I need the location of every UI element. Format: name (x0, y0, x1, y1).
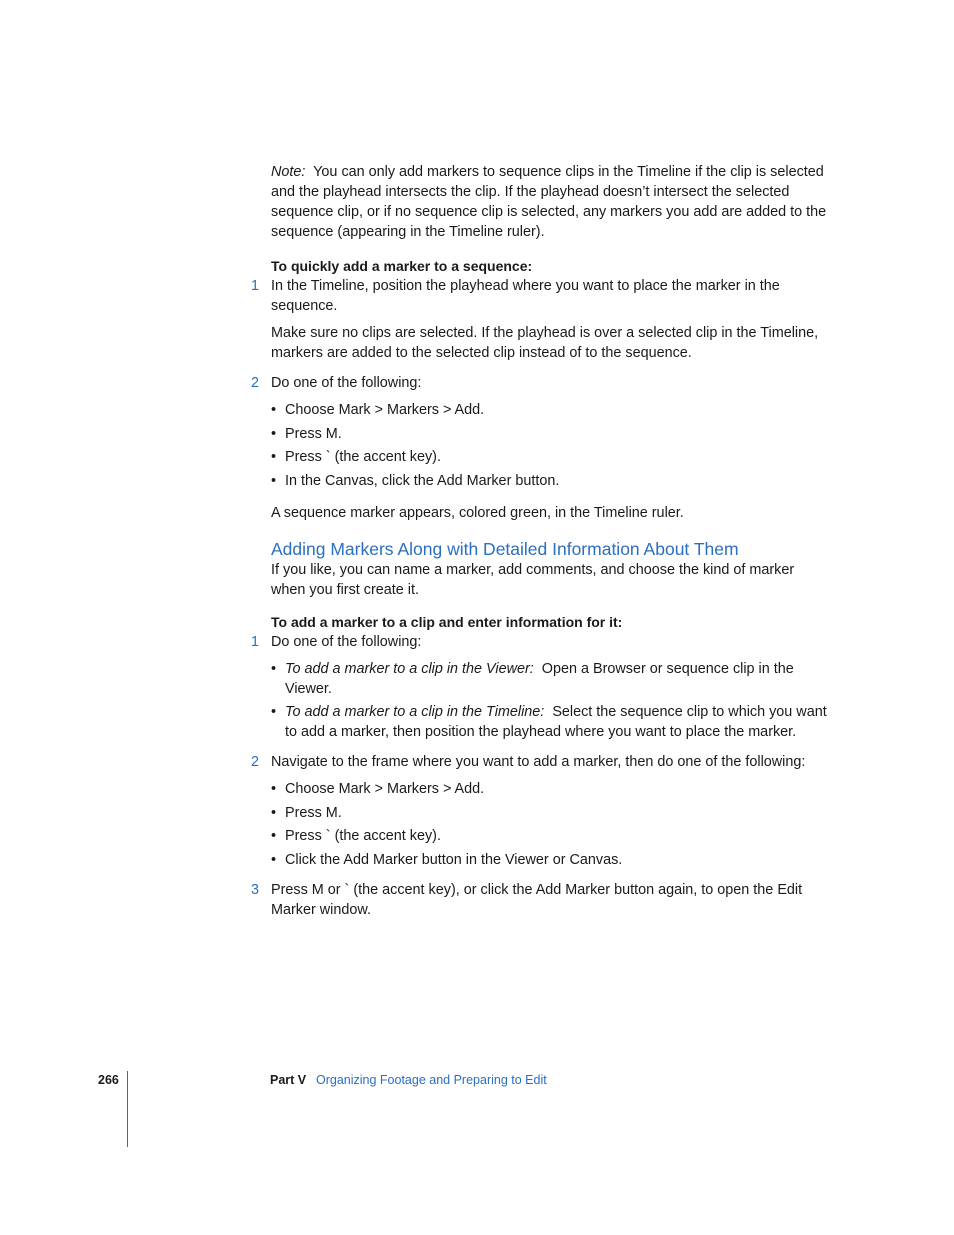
task-heading-quick-add: To quickly add a marker to a sequence: (271, 258, 533, 274)
section-intro: If you like, you can name a marker, add comments, and choose the kind of marker when you first create it. (271, 561, 795, 598)
list-item: • Press ` (the accent key). (271, 828, 441, 844)
step-number: 2 (251, 754, 260, 770)
list-item: • In the Canvas, click the Add Marker button. (271, 472, 560, 489)
task1-step-1 (251, 276, 831, 363)
step-text: Navigate to the frame where you want to add a marker, then do one of the following: (271, 754, 806, 770)
list-item: • To add a marker to a clip in the Viewer: Open a Browser or sequence clip in the Viewer. (271, 660, 794, 697)
task2-step-3 (251, 880, 831, 920)
list-item: • Choose Mark > Markers > Add. (271, 781, 485, 797)
part-label: Part V (270, 1073, 307, 1087)
list-item: • Choose Mark > Markers > Add. (271, 402, 485, 418)
main-content (251, 162, 831, 920)
page-number: 266 (98, 1073, 119, 1087)
task1-step-2 (251, 373, 831, 491)
footer-divider (127, 1071, 128, 1147)
page-footer (0, 1068, 954, 1148)
step-number: 1 (251, 278, 260, 294)
bullet-list (271, 779, 831, 870)
task-heading-add-with-info: To add a marker to a clip and enter information for it: (271, 613, 623, 630)
step-text: Press M or ` (the accent key), or click the Add Marker button again, to open the Edit Marker window. (271, 881, 803, 918)
list-item: • Press M. (271, 804, 342, 821)
note-label: Note: (271, 164, 306, 180)
bullet-list (271, 400, 831, 491)
list-item: • Press ` (the accent key). (271, 449, 441, 465)
note-text: You can only add markers to sequence clips in the Timeline if the clip is selected and the playhead intersects the clip. If the playhead doesn’t intersect the selected sequence clip, or if no sequence clip is selected, any markers you add are added to the sequence (appearing in the Timeline ruler). (271, 164, 827, 240)
step-number: 1 (251, 633, 260, 650)
part-title-link[interactable]: Organizing Footage and Preparing to Edit (316, 1073, 547, 1087)
step-followup: Make sure no clips are selected. If the playhead is over a selected clip in the Timeline, markers are added to the selected clip instead of to the sequence. (271, 325, 819, 361)
bullet-list (271, 659, 831, 743)
step-number: 2 (251, 375, 260, 391)
section-heading: Adding Markers Along with Detailed Information About Them (271, 538, 739, 559)
task2-step-2 (251, 752, 831, 870)
list-item: • Click the Add Marker button in the Viewer or Canvas. (271, 851, 623, 868)
task2-step-1 (251, 632, 831, 743)
step-text: Do one of the following: (271, 375, 422, 391)
step-text: In the Timeline, position the playhead where you want to place the marker in the sequence. (271, 278, 780, 314)
note-paragraph (271, 162, 831, 242)
list-item: • To add a marker to a clip in the Timeline: Select the sequence clip to which you want to add a marker, then position the playhead where you want to place the marker. (271, 704, 827, 740)
step-number: 3 (251, 881, 260, 898)
step-text: Do one of the following: (271, 633, 422, 650)
task1-result: A sequence marker appears, colored green, in the Timeline ruler. (271, 504, 684, 521)
list-item: • Press M. (271, 425, 342, 442)
